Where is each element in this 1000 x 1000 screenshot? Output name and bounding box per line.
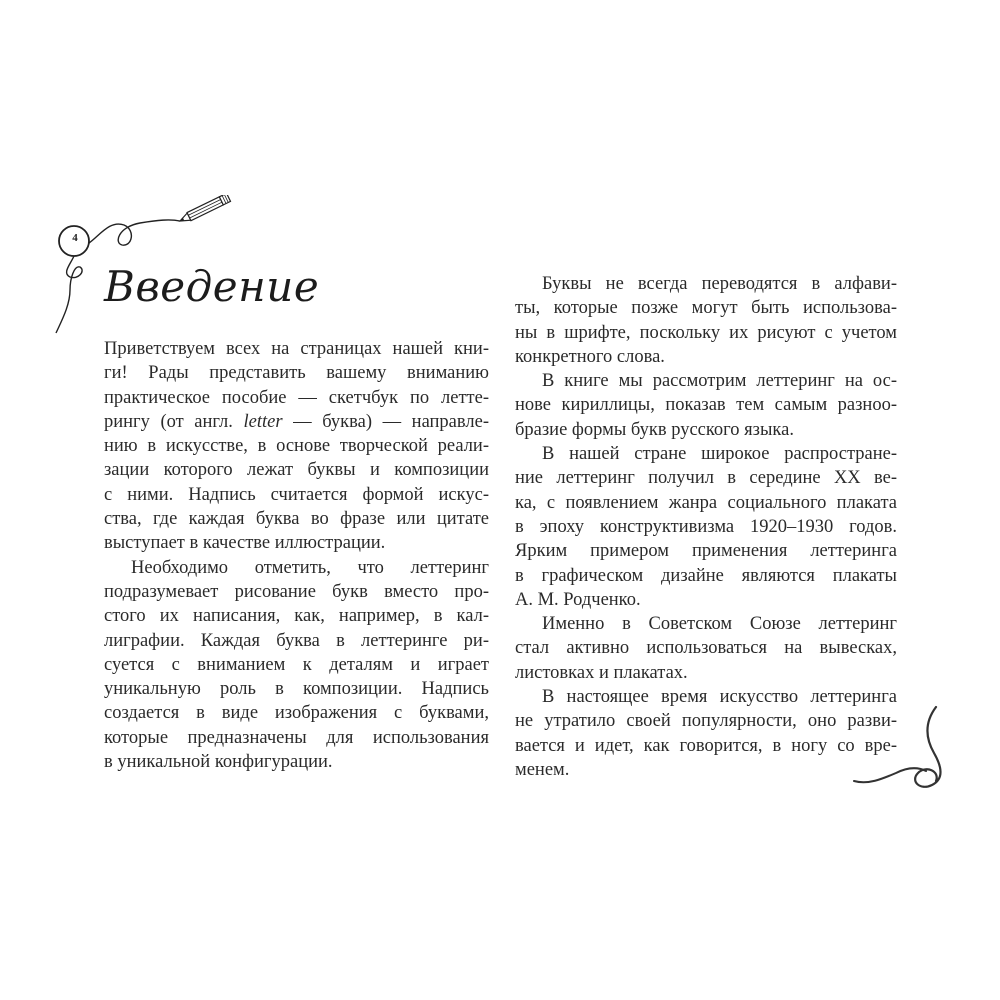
text-line: стал активно использоваться на вывесках,: [515, 638, 897, 659]
chapter-title: Введение: [104, 262, 320, 311]
text-line: которые предназначены для использования: [104, 727, 489, 748]
italic-term: letter: [243, 411, 283, 432]
text-line: подразумевает рисование букв вместо про-: [104, 581, 489, 602]
text-line: менем.: [515, 759, 570, 780]
text-line: нове кириллицы, показав тем самым разноо-: [515, 395, 897, 416]
text-line: вается и идет, как говорится, в ногу со вре-: [515, 735, 897, 756]
text-line: суется с вниманием к деталям и играет: [104, 654, 489, 675]
text-line: В книге мы рассмотрим леттеринг на ос-: [542, 371, 897, 392]
text-line: ние леттеринг получил в середине XX ве-: [515, 468, 897, 489]
text-line: создается в виде изображения с буквами,: [104, 703, 489, 724]
text-line: Приветствуем всех на страницах нашей кни-: [104, 339, 489, 359]
text-line: В настоящее время искусство леттеринга: [542, 687, 897, 708]
text-line: в графическом дизайне являются плакаты: [515, 565, 897, 586]
text-line: бразие формы букв русского языка.: [515, 419, 794, 440]
text-line: В нашей стране широкое распростране-: [542, 444, 897, 465]
text-line: листовках и плакатах.: [515, 662, 688, 683]
text-line: А. М. Родченко.: [515, 589, 641, 610]
flourish-icon: [848, 705, 958, 795]
text-line: зации которого лежат буквы и композиции: [104, 460, 489, 481]
text-line: ка, с появлением жанра социального плаката: [515, 492, 897, 513]
text-line: Необходимо отметить, что леттеринг: [131, 557, 489, 578]
text-line: ты, которые позже могут быть использова-: [515, 298, 897, 319]
left-column: [104, 337, 489, 774]
text-line: ги! Рады представить вашему вниманию: [104, 363, 489, 384]
right-column: [515, 272, 897, 782]
text-line: в уникальной конфигурации.: [104, 752, 333, 773]
text-line: ны в шрифте, поскольку их рисуют с учетом: [515, 322, 897, 343]
text-line: Буквы не всегда переводятся в алфави-: [542, 274, 897, 294]
text-line: ства, где каждая буква во фразе или цитате: [104, 509, 489, 530]
text-line: не утратило своей популярности, оно разви-: [515, 711, 897, 732]
text-line: с ними. Надпись считается формой искус-: [104, 484, 489, 505]
text-line: практическое пособие — скетчбук по летте-: [104, 387, 489, 408]
text-line: стого их написания, как, например, в кал-: [104, 606, 489, 627]
text-line: нию в искусстве, в основе творческой реали-: [104, 436, 489, 457]
text-line: в эпоху конструктивизма 1920–1930 годов.: [515, 516, 897, 537]
text-line: уникальную роль в композиции. Надпись: [104, 679, 489, 700]
text-line: лиграфии. Каждая буква в леттеринге ри-: [104, 630, 489, 651]
page-number: 4: [72, 232, 78, 244]
text-line: выступает в качестве иллюстрации.: [104, 533, 386, 554]
text-line: рингу (от англ. letter — буква) — направле-: [104, 411, 489, 432]
text-line: Именно в Советском Союзе леттеринг: [542, 614, 897, 635]
text-line: конкретного слова.: [515, 346, 665, 367]
text-line: Ярким примером применения леттеринга: [515, 541, 897, 562]
